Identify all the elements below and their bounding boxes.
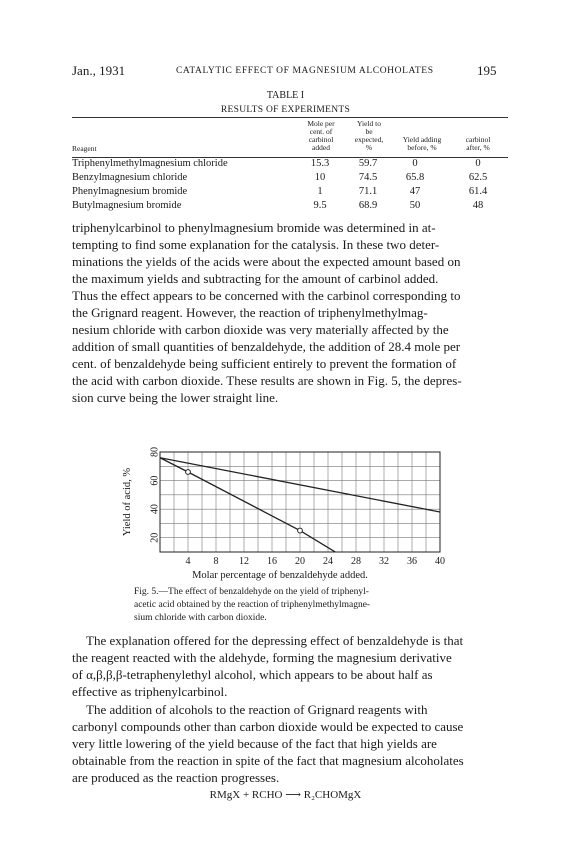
body-text-line: very little lowering of the yield because of the fact that high yields are (72, 736, 437, 751)
body-text-line: triphenylcarbinol to phenylmagnesium bromide was determined in at- (72, 220, 436, 235)
y-tick-label: 40 (149, 504, 161, 515)
header-date: Jan., 1931 (72, 63, 126, 78)
x-tick-label: 20 (295, 556, 305, 567)
body-text-line: sion curve being the lower straight line. (72, 390, 279, 405)
body-text-line: carbonyl compounds other than carbon dioxide would be expected to cause (72, 719, 464, 734)
figure-5-chart (118, 442, 458, 584)
x-tick-label: 28 (351, 556, 361, 567)
body-text-line: nesium chloride with carbon dioxide was very materially affected by the (72, 322, 449, 337)
table-row: Butylmagnesium bromide 9.5 68.9 50 48 (72, 200, 484, 211)
figure-caption-line: acetic acid obtained by the reaction of triphenylmethylmagne- (134, 600, 371, 610)
col-header-mole: Mole per cent. of carbinol added (307, 119, 335, 152)
reaction-equation: RMgX + RCHO ⟶ R₂CHOMgX (209, 789, 362, 801)
y-axis-label: Yield of acid, % (122, 467, 133, 537)
body-text-line: Thus the effect appears to be concerned with the carbinol corresponding to (72, 288, 461, 303)
body-text-line: The explanation offered for the depressing effect of benzaldehyde is that (86, 633, 464, 648)
table-row: Phenylmagnesium bromide 1 71.1 47 61.4 (72, 186, 488, 197)
col-header-after: carbinol after, % (465, 135, 491, 152)
body-text-line: are produced as the reaction progresses. (72, 770, 280, 785)
table-subcaption: RESULTS OF EXPERIMENTS (220, 105, 351, 115)
body-text-line: the Grignard reagent. However, the reaction of triphenylmethylmag- (72, 305, 428, 320)
table-row: Benzylmagnesium chloride 10 74.5 65.8 62.5 (72, 172, 488, 183)
table-top-rule (72, 117, 508, 118)
body-text-line: obtainable from the reaction in spite of the fact that magnesium alcoholates (72, 753, 464, 768)
x-tick-label: 36 (407, 556, 417, 567)
page-number: 195 (477, 63, 497, 78)
body-text-line: the reagent reacted with the aldehyde, forming the magnesium derivative (72, 650, 452, 665)
col-header-expected: Yield to be expected, % (354, 119, 384, 152)
body-text-line: minations the yields of the acids were about the expected amount based on (72, 254, 461, 269)
body-text-line: the acid with carbon dioxide. These results are shown in Fig. 5, the depres- (72, 373, 462, 388)
running-title: CATALYTIC EFFECT OF MAGNESIUM ALCOHOLATES (176, 66, 434, 76)
body-text-line: cent. of benzaldehyde being sufficient entirely to prevent the formation of (72, 356, 457, 371)
figure-caption-line: sium chloride with carbon dioxide. (134, 613, 267, 623)
data-point (298, 528, 303, 533)
x-tick-label: 32 (379, 556, 389, 567)
x-tick-label: 12 (239, 556, 249, 567)
x-tick-label: 24 (323, 556, 333, 567)
table-row: Triphenylmethylmagnesium chloride 15.3 59.7 0 0 (72, 158, 481, 169)
table-caption: TABLE I (266, 90, 305, 101)
body-text-line: of α,β,β,β-tetraphenylethyl alcohol, which appears to be about half as (72, 667, 433, 682)
body-text-line: The addition of alcohols to the reaction of Grignard reagents with (86, 702, 428, 717)
x-axis-label: Molar percentage of benzaldehyde added. (192, 570, 368, 581)
x-tick-label: 8 (213, 556, 219, 567)
y-tick-label: 60 (149, 475, 161, 486)
x-tick-label: 4 (185, 556, 191, 567)
col-header-reagent: Reagent (72, 144, 97, 153)
x-tick-label: 40 (435, 556, 445, 567)
col-header-before: Yield adding before, % (402, 135, 442, 152)
x-tick-label: 16 (267, 556, 277, 567)
body-text-line: the maximum yields and subtracting for the amount of carbinol added. (72, 271, 439, 286)
y-tick-label: 80 (149, 447, 161, 457)
body-text-line: addition of small quantities of benzaldehyde, the addition of 28.4 mole per (72, 339, 461, 354)
data-point (186, 470, 191, 475)
y-tick-label: 20 (149, 532, 161, 543)
figure-caption-line: Fig. 5.—The effect of benzaldehyde on the yield of triphenyl- (134, 587, 369, 597)
body-text-line: effective as triphenylcarbinol. (72, 684, 228, 699)
body-text-line: tempting to find some explanation for the catalysis. In these two deter- (72, 237, 440, 252)
